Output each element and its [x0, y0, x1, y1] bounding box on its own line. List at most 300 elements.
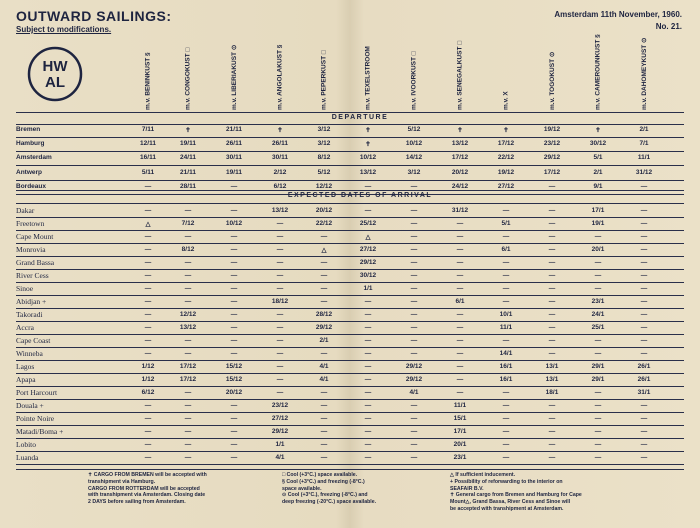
- arrival-date: —: [276, 259, 284, 266]
- arrival-date: —: [456, 259, 464, 266]
- arrival-date: —: [502, 207, 510, 214]
- arrival-date: —: [276, 311, 284, 318]
- arrival-date: 29/12: [359, 259, 377, 266]
- arrival-date: —: [276, 220, 284, 227]
- footnote-line: with transhipment via Amsterdam. Closing date: [88, 492, 206, 499]
- departure-date: 19/11: [180, 140, 196, 148]
- departure-date: 10/12: [405, 140, 423, 148]
- departure-date: 13/12: [451, 140, 469, 148]
- footnote-line: § Cool (+3°C.) and freezing (-8°C.): [282, 478, 365, 485]
- arrival-date: —: [640, 350, 648, 357]
- row-rule: [16, 282, 684, 283]
- arrival-port: Port Harcourt: [16, 388, 58, 397]
- departure-date: 12/12: [315, 182, 333, 190]
- departure-date: 23/12: [543, 140, 561, 148]
- arrival-date: —: [144, 402, 152, 409]
- arrival-date: —: [640, 324, 648, 331]
- arrival-date: —: [184, 441, 192, 448]
- arrival-date: —: [144, 285, 152, 292]
- departure-date: 27/12: [497, 182, 515, 190]
- departure-date: —: [640, 182, 648, 190]
- arrival-date: 28/12: [315, 311, 333, 318]
- ship-name: m.v. IVOORKUST □: [410, 51, 418, 110]
- arrival-date: —: [502, 259, 510, 266]
- arrival-date: —: [502, 441, 510, 448]
- arrival-date: 18/12: [271, 298, 289, 305]
- arrival-date: —: [548, 350, 556, 357]
- departure-date: 26/11: [272, 140, 288, 148]
- arrival-date: —: [364, 441, 372, 448]
- arrival-date: —: [594, 428, 602, 435]
- footnote-line: deep freezing (-20°C.) space available.: [282, 499, 377, 506]
- arrival-date: 25/1: [591, 324, 605, 331]
- arrival-date: —: [594, 350, 602, 357]
- arrival-date: —: [364, 337, 372, 344]
- departure-date: 5/12: [407, 126, 421, 133]
- departure-date: ✝: [503, 127, 509, 134]
- ship-column-header: [178, 40, 198, 112]
- arrival-date: 1/12: [141, 376, 155, 383]
- arrival-date: —: [230, 337, 238, 344]
- arrival-date: —: [144, 311, 152, 318]
- arrival-date: 23/1: [453, 454, 467, 461]
- arrival-date: —: [502, 337, 510, 344]
- arrival-date: 4/1: [319, 376, 329, 383]
- departure-date: 11/1: [637, 154, 651, 162]
- arrival-port: Douala +: [16, 401, 44, 410]
- footnote-line: CARGO FROM ROTTERDAM will be accepted: [88, 485, 200, 492]
- arrival-date: 29/12: [405, 376, 423, 383]
- arrival-date: —: [594, 337, 602, 344]
- arrival-date: 26/1: [637, 376, 651, 383]
- arrival-date: —: [364, 350, 372, 357]
- arrival-date: —: [548, 454, 556, 461]
- arrival-date: —: [456, 324, 464, 331]
- arrival-date: —: [230, 441, 238, 448]
- arrival-date: —: [502, 454, 510, 461]
- arrival-date: —: [548, 220, 556, 227]
- departure-port: Hamburg: [16, 140, 45, 148]
- arrival-date: —: [456, 220, 464, 227]
- arrival-date: —: [640, 285, 648, 292]
- arrival-port: Monrovia: [16, 245, 46, 254]
- footnote-space: [282, 472, 447, 506]
- arrival-date: 26/1: [637, 363, 651, 370]
- ship-name: m.v. CAMEROUNKUST §: [594, 34, 602, 110]
- arrival-date: —: [410, 298, 418, 305]
- arrival-date: —: [410, 246, 418, 253]
- departure-date: 19/12: [543, 126, 561, 133]
- footnote-line: △ If sufficient inducement.: [450, 472, 516, 478]
- ship-column-header: [588, 34, 608, 112]
- arrival-date: 24/1: [591, 311, 605, 318]
- row-rule: [16, 451, 684, 452]
- arrival-date: —: [184, 207, 192, 214]
- departure-date: 13/12: [359, 168, 377, 176]
- arrival-date: 1/1: [275, 441, 285, 448]
- arrival-date: —: [230, 246, 238, 253]
- footnote-line: ✝ General cargo from Bremen and Hamburg for Cape: [450, 492, 582, 499]
- arrival-date: 27/12: [359, 246, 377, 253]
- ship-name: m.v. PEPERKUST □: [320, 50, 328, 110]
- table-rule: [16, 112, 684, 113]
- arrival-date: —: [144, 246, 152, 253]
- arrival-date: —: [410, 415, 418, 422]
- svg-text:HW: HW: [42, 58, 68, 75]
- arrival-date: 13/12: [179, 324, 197, 331]
- table-rule: [16, 203, 684, 204]
- arrival-date: —: [276, 389, 284, 396]
- arrival-date: —: [276, 376, 284, 383]
- arrival-date: —: [364, 402, 372, 409]
- page-subtitle: Subject to modifications.: [16, 25, 112, 34]
- departure-port: Bordeaux: [16, 182, 46, 190]
- departure-date: 17/12: [497, 140, 515, 148]
- footnote-line: space available.: [282, 485, 322, 492]
- arrival-port: Grand Bassa: [16, 258, 55, 267]
- departure-date: 12/11: [140, 140, 156, 148]
- departure-date: 24/12: [451, 182, 469, 190]
- arrival-date: 15/12: [225, 376, 243, 383]
- arrival-date: —: [410, 207, 418, 214]
- arrival-date: △: [145, 221, 151, 228]
- arrival-date: —: [502, 233, 510, 240]
- arrival-date: 20/1: [591, 246, 605, 253]
- departure-date: —: [144, 182, 152, 190]
- arrival-date: —: [364, 324, 372, 331]
- departure-section-label: DEPARTURE: [331, 114, 389, 121]
- arrival-date: 4/1: [409, 389, 419, 396]
- arrival-date: 17/12: [179, 376, 197, 383]
- arrival-date: —: [548, 311, 556, 318]
- arrival-date: —: [276, 350, 284, 357]
- arrival-date: —: [640, 298, 648, 305]
- arrival-date: —: [144, 415, 152, 422]
- arrival-date: —: [320, 259, 328, 266]
- arrival-date: —: [364, 363, 372, 370]
- arrival-date: 11/1: [453, 402, 467, 409]
- departure-date: 2/1: [639, 126, 649, 133]
- departure-date: —: [410, 182, 418, 190]
- ship-column-header: [358, 40, 378, 112]
- departure-date: ✝: [595, 127, 601, 134]
- arrival-date: 6/12: [141, 389, 155, 396]
- departure-date: 3/12: [317, 140, 331, 148]
- ship-name: m.v. SENEGALKUST □: [456, 40, 464, 110]
- arrival-date: —: [548, 415, 556, 422]
- arrival-date: —: [364, 311, 372, 318]
- table-rule: [16, 469, 684, 470]
- ship-name: m.v. ANGOLAKUST §: [276, 44, 284, 110]
- arrival-date: —: [276, 246, 284, 253]
- arrival-date: —: [594, 259, 602, 266]
- arrival-date: —: [410, 259, 418, 266]
- row-rule: [16, 308, 684, 309]
- departure-date: 7/11: [141, 126, 155, 133]
- arrival-date: —: [456, 376, 464, 383]
- arrival-date: —: [276, 324, 284, 331]
- arrival-date: 7/12: [181, 220, 195, 227]
- arrival-date: —: [320, 285, 328, 292]
- footnote-remarks: [450, 472, 650, 513]
- arrival-date: 4/1: [319, 363, 329, 370]
- departure-date: 6/12: [273, 182, 287, 190]
- arrival-date: —: [184, 454, 192, 461]
- departure-date: 10/12: [359, 154, 377, 162]
- arrival-date: —: [594, 233, 602, 240]
- arrival-date: —: [184, 272, 192, 279]
- arrival-date: —: [364, 428, 372, 435]
- departure-date: 19/11: [226, 168, 242, 176]
- row-rule: [16, 180, 684, 181]
- arrival-date: —: [144, 454, 152, 461]
- arrival-date: —: [144, 298, 152, 305]
- departure-date: 5/11: [141, 168, 155, 176]
- departure-date: 24/11: [180, 154, 196, 162]
- arrival-port: Sinoe: [16, 284, 34, 293]
- arrival-port: Takoradi: [16, 310, 43, 319]
- arrival-date: 31/1: [637, 389, 651, 396]
- departure-date: ✝: [365, 141, 371, 149]
- arrival-date: 13/1: [545, 376, 559, 383]
- arrival-date: —: [320, 454, 328, 461]
- arrival-date: —: [184, 415, 192, 422]
- ship-column-header: [138, 40, 158, 112]
- arrival-date: —: [640, 207, 648, 214]
- arrival-date: —: [230, 415, 238, 422]
- departure-date: —: [548, 182, 556, 190]
- arrival-date: △: [365, 234, 371, 241]
- arrival-date: —: [456, 389, 464, 396]
- arrival-date: —: [594, 285, 602, 292]
- hwal-logo: [27, 46, 83, 102]
- row-rule: [16, 151, 684, 152]
- footnote-line: transhipment via Hamburg.: [88, 478, 156, 485]
- arrival-date: —: [456, 233, 464, 240]
- arrival-port: River Cess: [16, 271, 49, 280]
- arrival-port: Pointe Noire: [16, 414, 55, 423]
- arrival-date: 10/1: [499, 311, 513, 318]
- arrival-date: —: [230, 454, 238, 461]
- arrival-date: —: [456, 350, 464, 357]
- footnote-line: Mount△, Grand Bassa, River Cess and Sinoe will: [450, 499, 571, 506]
- departure-date: 21/11: [226, 126, 242, 133]
- arrival-date: —: [640, 272, 648, 279]
- departure-date: ✝: [185, 127, 191, 134]
- arrival-port: Lagos: [16, 362, 35, 371]
- arrival-date: —: [594, 402, 602, 409]
- ship-column-header: [542, 40, 562, 112]
- arrival-date: —: [456, 285, 464, 292]
- arrival-date: 29/1: [591, 363, 605, 370]
- arrival-date: —: [594, 272, 602, 279]
- departure-date: 17/12: [451, 154, 469, 162]
- arrival-date: —: [184, 402, 192, 409]
- arrival-date: 18/1: [545, 389, 559, 396]
- departure-date: 19/12: [497, 168, 515, 176]
- arrival-date: —: [230, 207, 238, 214]
- arrival-date: —: [548, 402, 556, 409]
- row-rule: [16, 243, 684, 244]
- arrival-date: 20/12: [225, 389, 243, 396]
- arrival-date: —: [410, 233, 418, 240]
- arrival-date: —: [594, 454, 602, 461]
- arrival-date: —: [276, 285, 284, 292]
- footnote-cargo: [88, 472, 263, 506]
- arrival-date: —: [640, 337, 648, 344]
- footnote-line: be accepted with transhipment at Amsterdam.: [450, 505, 564, 512]
- arrival-date: —: [410, 324, 418, 331]
- arrival-date: —: [640, 311, 648, 318]
- arrival-date: —: [640, 428, 648, 435]
- arrival-date: —: [320, 389, 328, 396]
- arrival-date: 6/1: [455, 298, 465, 305]
- footnote-line: □ Cool (+3°C.) space available.: [282, 472, 358, 478]
- arrival-date: —: [456, 311, 464, 318]
- arrival-date: —: [320, 298, 328, 305]
- arrival-date: —: [640, 415, 648, 422]
- arrival-date: —: [640, 454, 648, 461]
- arrival-date: —: [230, 272, 238, 279]
- arrival-date: —: [548, 259, 556, 266]
- arrival-date: 1/12: [141, 363, 155, 370]
- arrival-date: —: [144, 207, 152, 214]
- arrival-date: 17/12: [179, 363, 197, 370]
- arrival-date: —: [230, 428, 238, 435]
- ship-column-header: [496, 40, 516, 112]
- arrival-date: —: [320, 233, 328, 240]
- row-rule: [16, 438, 684, 439]
- arrival-date: 29/12: [271, 428, 289, 435]
- row-rule: [16, 295, 684, 296]
- arrival-date: 27/12: [271, 415, 289, 422]
- arrival-date: 19/1: [591, 220, 605, 227]
- arrival-date: —: [276, 272, 284, 279]
- arrival-date: —: [144, 337, 152, 344]
- arrival-date: —: [548, 246, 556, 253]
- arrival-date: —: [456, 337, 464, 344]
- arrival-date: —: [320, 441, 328, 448]
- ship-name: m.v. TEXELSTROOM: [364, 46, 372, 110]
- arrival-date: 20/1: [453, 441, 467, 448]
- departure-date: 31/12: [635, 168, 653, 176]
- table-rule: [16, 190, 684, 191]
- arrival-date: △: [321, 247, 327, 254]
- arrival-date: —: [144, 350, 152, 357]
- arrival-date: —: [144, 259, 152, 266]
- departure-date: 9/1: [593, 182, 603, 190]
- arrival-date: —: [640, 402, 648, 409]
- row-rule: [16, 230, 684, 231]
- row-rule: [16, 269, 684, 270]
- arrival-date: —: [320, 272, 328, 279]
- arrival-date: —: [184, 350, 192, 357]
- departure-date: —: [230, 182, 238, 190]
- arrival-date: —: [640, 220, 648, 227]
- arrival-date: 15/12: [225, 363, 243, 370]
- arrival-date: —: [410, 311, 418, 318]
- footnote-line: ✝ CARGO FROM BREMEN will be accepted with: [88, 472, 207, 478]
- ship-name: m.v. BENINKUST §: [144, 52, 152, 110]
- departure-date: 3/12: [407, 168, 421, 176]
- departure-date: ✝: [277, 127, 283, 134]
- departure-date: 5/12: [317, 168, 331, 176]
- arrival-port: Winneba: [16, 349, 43, 358]
- departure-date: 30/12: [589, 140, 607, 148]
- row-rule: [16, 217, 684, 218]
- arrival-date: —: [364, 389, 372, 396]
- arrival-date: —: [456, 363, 464, 370]
- arrival-date: 12/12: [179, 311, 197, 318]
- arrival-date: —: [410, 350, 418, 357]
- arrival-date: 30/12: [359, 272, 377, 279]
- arrival-date: —: [230, 298, 238, 305]
- arrival-port: Abidjan +: [16, 297, 47, 306]
- arrival-date: —: [548, 233, 556, 240]
- arrival-date: —: [502, 298, 510, 305]
- arrival-date: —: [456, 246, 464, 253]
- arrival-date: 29/12: [315, 324, 333, 331]
- arrival-date: 17/1: [453, 428, 467, 435]
- arrival-date: 2/1: [319, 337, 329, 344]
- arrival-date: —: [548, 337, 556, 344]
- arrival-date: —: [548, 285, 556, 292]
- arrival-date: —: [364, 207, 372, 214]
- arrival-date: —: [594, 415, 602, 422]
- arrival-date: —: [144, 272, 152, 279]
- arrival-date: —: [410, 272, 418, 279]
- arrival-date: 14/1: [499, 350, 513, 357]
- departure-date: 30/11: [226, 154, 242, 162]
- arrival-date: —: [410, 402, 418, 409]
- arrival-date: 11/1: [499, 324, 513, 331]
- arrival-date: —: [502, 389, 510, 396]
- arrival-date: —: [184, 428, 192, 435]
- arrival-date: —: [364, 376, 372, 383]
- departure-date: 2/1: [593, 168, 603, 176]
- arrival-date: 1/1: [363, 285, 373, 292]
- arrival-date: —: [640, 233, 648, 240]
- arrival-port: Lobito: [16, 440, 36, 449]
- arrival-date: —: [144, 441, 152, 448]
- departure-date: 30/11: [272, 154, 288, 162]
- arrival-date: —: [410, 441, 418, 448]
- arrival-port: Matadi/Boma +: [16, 427, 64, 436]
- footnote-line: + Possibility of reforwarding to the interior on: [450, 478, 563, 485]
- departure-date: ✝: [457, 127, 463, 134]
- arrival-date: —: [640, 259, 648, 266]
- arrival-date: 6/1: [501, 246, 511, 253]
- row-rule: [16, 425, 684, 426]
- ship-column-header: [450, 40, 470, 112]
- footnote-line: SEAFAIR B.V.: [450, 485, 484, 492]
- arrival-date: —: [594, 441, 602, 448]
- arrival-date: —: [548, 298, 556, 305]
- ship-column-header: [314, 40, 334, 112]
- arrival-date: —: [320, 402, 328, 409]
- ship-column-header: [224, 40, 244, 112]
- departure-port: Antwerp: [16, 168, 42, 176]
- row-rule: [16, 347, 684, 348]
- arrival-date: —: [640, 441, 648, 448]
- ship-name: m.v. DAHOMEYKUST ⊙: [641, 37, 648, 110]
- row-rule: [16, 360, 684, 361]
- arrival-date: —: [548, 428, 556, 435]
- arrival-date: —: [276, 337, 284, 344]
- departure-date: 21/11: [180, 168, 196, 176]
- arrival-date: 4/1: [275, 454, 285, 461]
- arrival-date: 13/12: [271, 207, 289, 214]
